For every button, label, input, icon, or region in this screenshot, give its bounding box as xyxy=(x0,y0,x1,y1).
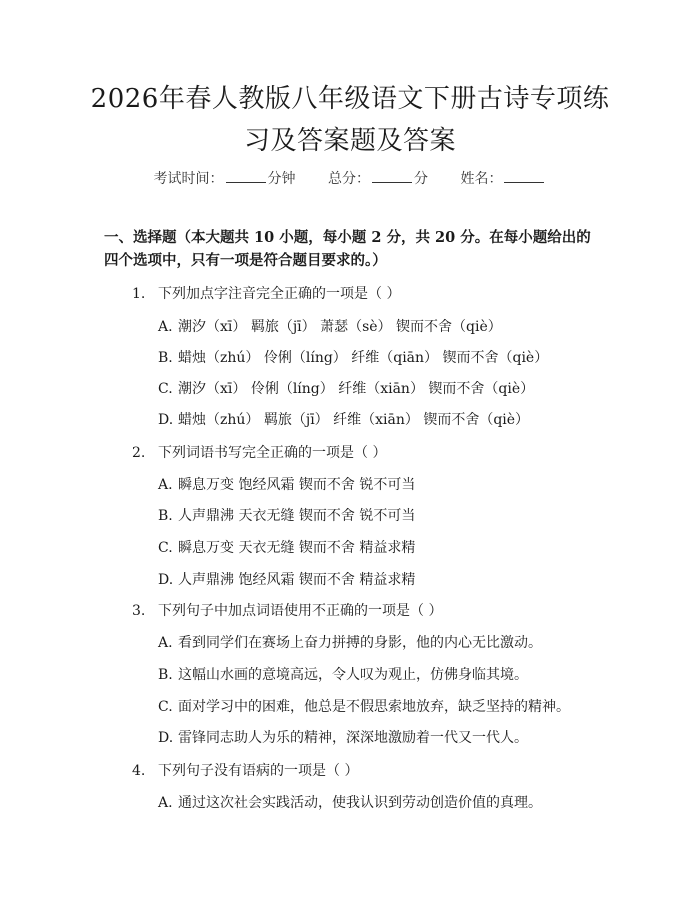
question-stem: 下列句子中加点词语使用不正确的一项是（ ） xyxy=(158,603,443,619)
question-2-option-c[interactable] xyxy=(158,537,415,557)
option-text: 瞬息万变 饱经风霜 锲而不舍 锐不可当 xyxy=(178,477,416,493)
document-title-line-2: 习及答案题及答案 xyxy=(243,126,456,156)
exam-info xyxy=(0,168,700,188)
question-2 xyxy=(132,442,386,462)
option-text: 看到同学们在赛场上奋力拼搏的身影，他的内心无比激动。 xyxy=(178,635,542,651)
student-name-blank[interactable] xyxy=(504,168,544,183)
student-name-field xyxy=(460,171,546,187)
option-letter: C. xyxy=(158,540,173,556)
exam-time-unit: 分钟 xyxy=(267,171,296,187)
option-letter: D. xyxy=(158,412,174,428)
option-letter: C. xyxy=(158,381,173,397)
question-number: 1. xyxy=(132,286,146,302)
option-text: 潮汐（xī） 伶俐（líng） 纤维（xiān） 锲而不舍（qiè） xyxy=(178,381,535,397)
option-letter: C. xyxy=(158,699,173,715)
option-text: 通过这次社会实践活动，使我认识到劳动创造价值的真理。 xyxy=(178,795,542,811)
option-letter: B. xyxy=(158,667,173,683)
option-text: 蜡烛（zhú） 羁旅（jī） 纤维（xiān） 锲而不舍（qiè） xyxy=(178,412,530,428)
student-name-label: 姓名： xyxy=(460,171,503,187)
option-text: 蜡烛（zhú） 伶俐（líng） 纤维（qiān） 锲而不舍（qiè） xyxy=(178,350,549,366)
document-title-line-1: 2026年春人教版八年级语文下册古诗专项练 xyxy=(90,84,610,114)
option-letter: A. xyxy=(158,319,173,335)
question-4 xyxy=(132,760,358,780)
total-score-field xyxy=(328,171,432,187)
question-1 xyxy=(132,283,400,303)
exam-time-field xyxy=(154,171,300,187)
question-1-option-d[interactable] xyxy=(158,409,529,429)
question-4-option-a[interactable] xyxy=(158,792,542,812)
question-3-option-b[interactable] xyxy=(158,664,528,684)
question-1-option-c[interactable] xyxy=(158,378,534,398)
question-2-option-a[interactable] xyxy=(158,474,415,494)
option-text: 人声鼎沸 天衣无缝 锲而不舍 锐不可当 xyxy=(178,508,416,524)
option-text: 人声鼎沸 饱经风霜 锲而不舍 精益求精 xyxy=(178,572,416,588)
question-3-option-d[interactable] xyxy=(158,727,528,747)
option-letter: B. xyxy=(158,350,173,366)
question-3-option-c[interactable] xyxy=(158,696,570,716)
question-number: 2. xyxy=(132,445,146,461)
question-stem: 下列加点字注音完全正确的一项是（ ） xyxy=(158,286,401,302)
option-text: 雷锋同志助人为乐的精神，深深地激励着一代又一代人。 xyxy=(178,730,528,746)
question-1-option-b[interactable] xyxy=(158,347,548,367)
question-number: 4. xyxy=(132,763,146,779)
option-letter: D. xyxy=(158,730,174,746)
question-2-option-d[interactable] xyxy=(158,569,415,589)
exam-time-label: 考试时间： xyxy=(153,171,224,187)
option-text: 这幅山水画的意境高远，令人叹为观止，仿佛身临其境。 xyxy=(178,667,528,683)
option-text: 面对学习中的困难，他总是不假思索地放弃，缺乏坚持的精神。 xyxy=(178,699,570,715)
question-1-option-a[interactable] xyxy=(158,316,502,336)
section-heading: 一、选择题（本大题共 10 小题，每小题 2 分，共 20 分。在每小题给出的四个选项中，只有一项是符合题目要求的。） xyxy=(104,229,591,269)
question-number: 3. xyxy=(132,603,146,619)
option-letter: A. xyxy=(158,795,173,811)
question-3 xyxy=(132,600,442,620)
option-text: 潮汐（xī） 羁旅（jī） 萧瑟（sè） 锲而不舍（qiè） xyxy=(178,319,502,335)
total-score-label: 总分： xyxy=(328,171,370,187)
total-score-unit: 分 xyxy=(414,171,428,187)
question-2-option-b[interactable] xyxy=(158,505,415,525)
question-3-option-a[interactable] xyxy=(158,632,542,652)
option-letter: A. xyxy=(158,477,173,493)
total-score-blank[interactable] xyxy=(372,168,412,183)
option-letter: A. xyxy=(158,635,173,651)
option-text: 瞬息万变 天衣无缝 锲而不舍 精益求精 xyxy=(178,540,416,556)
question-stem: 下列句子没有语病的一项是（ ） xyxy=(158,763,359,779)
option-letter: D. xyxy=(158,572,174,588)
option-letter: B. xyxy=(158,508,173,524)
question-stem: 下列词语书写完全正确的一项是（ ） xyxy=(158,445,387,461)
exam-time-blank[interactable] xyxy=(226,168,266,183)
